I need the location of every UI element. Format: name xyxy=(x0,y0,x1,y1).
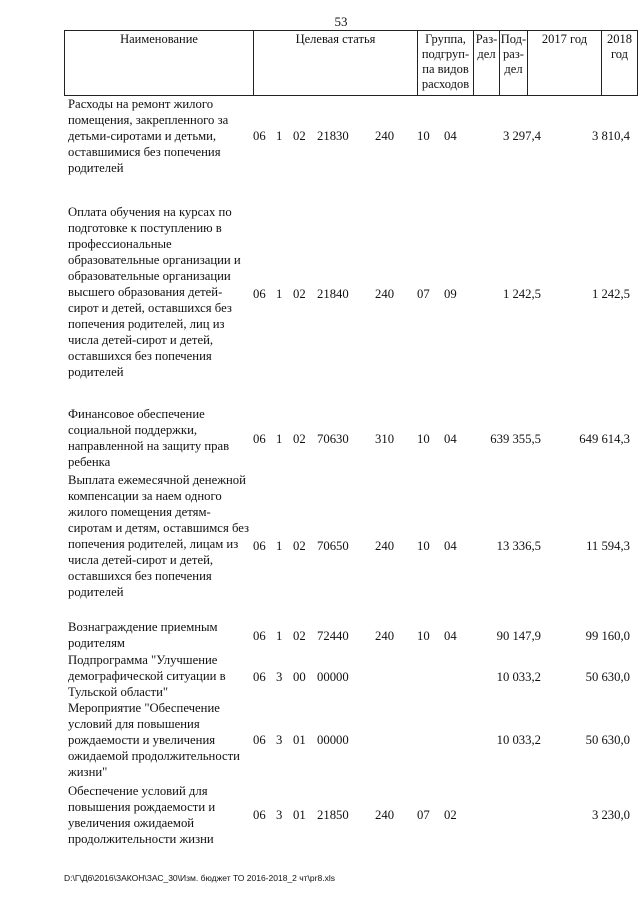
row-value-2018: 3 230,0 xyxy=(591,808,630,822)
row-name: Расходы на ремонт жилого помещения, закрепленного за детьми-сиротами и детьми, оставшимися без попечения родителей xyxy=(68,97,229,175)
row-name: Подпрограмма "Улучшение демографической ситуации в Тульской области" xyxy=(68,653,226,699)
row-article: 21850 xyxy=(317,808,349,822)
row-name: Мероприятие "Обеспечение условий для повышения рождаемости и увеличения ожидаемой продолжительности жизни" xyxy=(68,701,240,779)
page-number: 53 xyxy=(334,14,348,29)
header-section: Раз-дел xyxy=(473,30,499,96)
row-program: 06 xyxy=(253,808,266,822)
row-article: 70630 xyxy=(317,432,349,446)
row-section: 10 xyxy=(417,129,430,143)
table-header xyxy=(64,30,638,96)
header-expense-group: Группа, подгруп-па видов расходов xyxy=(417,30,473,96)
header-year-2017: 2017 год xyxy=(527,30,601,96)
row-subprogram: 1 xyxy=(276,287,283,301)
header-target-article: Целевая статья xyxy=(253,30,417,96)
row-value-2017: 13 336,5 xyxy=(496,539,541,553)
row-article: 00000 xyxy=(317,733,349,747)
row-section: 10 xyxy=(417,432,430,446)
row-section: 07 xyxy=(417,287,430,301)
row-program: 06 xyxy=(253,287,266,301)
row-group: 01 xyxy=(293,808,306,822)
row-section: 07 xyxy=(417,808,430,822)
row-subsection: 04 xyxy=(444,432,457,446)
row-name: Обеспечение условий для повышения рождаемости и увеличения ожидаемой продолжительности жизни xyxy=(68,784,216,846)
row-article: 00000 xyxy=(317,670,349,684)
row-article: 70650 xyxy=(317,539,349,553)
row-value-2018: 50 630,0 xyxy=(585,733,630,747)
row-program: 06 xyxy=(253,129,266,143)
row-subprogram: 3 xyxy=(276,670,283,684)
header-year-2018: 2018 год xyxy=(601,30,638,96)
row-article: 21830 xyxy=(317,129,349,143)
row-subsection: 04 xyxy=(444,539,457,553)
row-value-2017: 1 242,5 xyxy=(502,287,541,301)
row-subprogram: 1 xyxy=(276,432,283,446)
row-value-2018: 1 242,5 xyxy=(591,287,630,301)
row-name: Финансовое обеспечение социальной поддержки, направленной на защиту прав ребенка xyxy=(68,407,230,469)
row-expense-type: 310 xyxy=(375,432,395,446)
row-name: Выплата ежемесячной денежной компенсации за наем одного жилого помещения детям-сиротам и детям, оставшимся без попечения родителей, лицам из числа детей-сирот и детей, оставшихся без попечения родителей xyxy=(68,473,250,599)
row-value-2018: 99 160,0 xyxy=(585,629,630,643)
row-program: 06 xyxy=(253,432,266,446)
row-value-2017: 3 297,4 xyxy=(502,129,541,143)
row-value-2018: 11 594,3 xyxy=(586,539,630,553)
row-expense-type: 240 xyxy=(375,629,395,643)
row-subprogram: 1 xyxy=(276,629,283,643)
header-subsection: Под-раз-дел xyxy=(499,30,527,96)
row-group: 02 xyxy=(293,629,306,643)
row-value-2018: 3 810,4 xyxy=(591,129,630,143)
row-group: 02 xyxy=(293,287,306,301)
row-program: 06 xyxy=(253,629,266,643)
row-name: Вознаграждение приемным родителям xyxy=(68,620,218,650)
row-subsection: 02 xyxy=(444,808,457,822)
row-value-2018: 50 630,0 xyxy=(585,670,630,684)
row-group: 02 xyxy=(293,432,306,446)
row-group: 02 xyxy=(293,539,306,553)
row-section: 10 xyxy=(417,539,430,553)
row-value-2017: 10 033,2 xyxy=(496,733,541,747)
row-subsection: 04 xyxy=(444,129,457,143)
row-value-2018: 649 614,3 xyxy=(579,432,630,446)
row-group: 02 xyxy=(293,129,306,143)
row-group: 00 xyxy=(293,670,306,684)
row-expense-type: 240 xyxy=(375,129,395,143)
row-name: Оплата обучения на курсах по подготовке к поступлению в профессиональные образовательные организации и образовательные организации высшего образования детей-сирот и детей, оставшихся без попечения родителей, лиц из числа детей-сирот и детей, оставшихся без попечения родителей xyxy=(68,205,241,379)
row-program: 06 xyxy=(253,733,266,747)
row-value-2017: 90 147,9 xyxy=(496,629,541,643)
file-path-footer: D:\Г\Д6\2016\ЗАКОН\ЗАС_30\Изм. бюджет ТО 2016-2018_2 чт\pr8.xls xyxy=(64,873,335,883)
row-expense-type: 240 xyxy=(375,287,395,301)
row-program: 06 xyxy=(253,539,266,553)
row-subprogram: 3 xyxy=(276,808,283,822)
row-subsection: 04 xyxy=(444,629,457,643)
row-value-2017: 10 033,2 xyxy=(496,670,541,684)
row-program: 06 xyxy=(253,670,266,684)
row-subprogram: 1 xyxy=(276,129,283,143)
row-value-2017: 639 355,5 xyxy=(490,432,541,446)
row-article: 72440 xyxy=(317,629,349,643)
row-expense-type: 240 xyxy=(375,808,395,822)
header-name: Наименование xyxy=(64,30,253,96)
row-subprogram: 1 xyxy=(276,539,283,553)
row-section: 10 xyxy=(417,629,430,643)
row-expense-type: 240 xyxy=(375,539,395,553)
row-subsection: 09 xyxy=(444,287,457,301)
row-group: 01 xyxy=(293,733,306,747)
row-subprogram: 3 xyxy=(276,733,283,747)
row-article: 21840 xyxy=(317,287,349,301)
